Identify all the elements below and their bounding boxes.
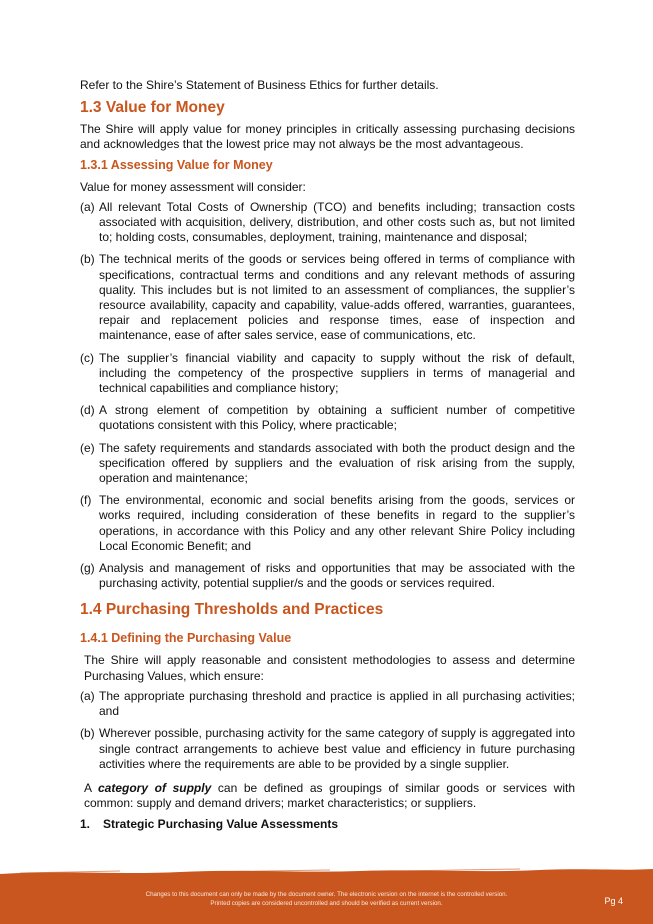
list-item-text: The safety requirements and standards associated with both the product design and the specification offered by suppliers and the evaluation of risk arising from the supply, operation and maintenance; xyxy=(99,440,575,486)
list-item-label: (b) xyxy=(80,726,95,741)
list-item-text: A strong element of competition by obtaining a sufficient number of competitive quotations consistent with this Policy, where practicable; xyxy=(99,403,575,433)
value-for-money-list xyxy=(80,200,575,592)
list-item-text: The supplier’s financial viability and capacity to supply without the risk of default, including the competency of the prospective suppliers in terms of managerial and technical capabilities and compliance history; xyxy=(99,350,575,396)
list-item-text: The appropriate purchasing threshold and practice is applied in all purchasing activities; and xyxy=(99,688,575,719)
list-item-label: (c) xyxy=(80,350,94,365)
list-item xyxy=(80,351,575,397)
subsection-heading-1-3-1: 1.3.1 Assessing Value for Money xyxy=(80,157,273,172)
purchasing-value-list xyxy=(80,689,575,772)
list-item-label: (a) xyxy=(80,688,95,703)
list-item xyxy=(80,252,575,343)
footer-notice-line-1: Changes to this document can only be made by the document owner. The electronic version on the internet is the controlled version. xyxy=(145,891,508,898)
list-item-text: The environmental, economic and social benefits arising from the goods, services or works required, including consideration of these benefits in regard to the supplier’s operations, in accordance with this Policy and any other relevant Shire Policy including Local Economic Benefit; and xyxy=(99,493,575,553)
category-of-supply-paragraph xyxy=(80,781,575,811)
page-number: Pg 4 xyxy=(604,896,623,906)
list-item-text: Analysis and management of risks and opportunities that may be associated with the purchasing activity, potential supplier/s and the goods or services required. xyxy=(99,561,575,591)
section-heading-1-3: 1.3 Value for Money xyxy=(80,99,225,117)
list-item-text: All relevant Total Costs of Ownership (TCO) and benefits including; transaction costs associated with acquisition, delivery, distribution, and other costs such as, but not limited to; holding costs, consumables, deployment, training, maintenance and disposal; xyxy=(99,199,575,245)
list-item xyxy=(80,200,575,246)
category-of-supply-term: category of supply xyxy=(97,780,212,795)
list-item xyxy=(80,441,575,487)
list-item-text: Wherever possible, purchasing activity for the same category of supply is aggregated into single contract arrangements to achieve best value and efficiency in future purchasing activities where the requirements are able to be provided by a single supplier. xyxy=(99,726,575,771)
list-item-label: (f) xyxy=(80,493,92,508)
list-item-text: The technical merits of the goods or services being offered in terms of compliance with specifications, contractual terms and conditions and any relevant methods of assuring quality. This includes but is not limited to an assessment of compliances, the supplier’s resource availability, capacity and capability, value-adds offered, warranties, guarantees, repair and replacement policies and response times, ease of inspection and maintenance, ease of after sales service, ease of communications, etc. xyxy=(99,252,575,343)
numbered-heading-label: 1. xyxy=(80,817,91,832)
list-item-label: (b) xyxy=(80,252,95,267)
category-definition: can be defined as groupings of similar goods or services with common: supply and demand drivers; market characteristics; or suppliers. xyxy=(84,780,575,811)
list-item-label: (g) xyxy=(80,561,95,576)
numbered-heading xyxy=(80,817,575,832)
section-1-4-paragraph: The Shire will apply reasonable and consistent methodologies to assess and determine Purchasing Values, which ensure: xyxy=(84,653,575,683)
document-body xyxy=(80,78,575,833)
section-heading-1-4: 1.4 Purchasing Thresholds and Practices xyxy=(80,601,384,619)
numbered-heading-text: Strategic Purchasing Value Assessments xyxy=(103,817,338,832)
list-item xyxy=(80,403,575,433)
list-item xyxy=(80,561,575,591)
list-item xyxy=(80,726,575,772)
footer-notice-line-2: Printed copies are considered uncontrolled and should be verified as current version. xyxy=(210,900,443,907)
footer-notice xyxy=(0,890,653,908)
subsection-lead-text: Value for money assessment will consider: xyxy=(80,179,306,194)
category-prefix: A xyxy=(84,780,98,795)
list-item-label: (e) xyxy=(80,440,95,455)
list-item xyxy=(80,689,575,719)
list-item-label: (d) xyxy=(80,403,95,418)
list-item xyxy=(80,493,575,554)
list-item-label: (a) xyxy=(80,199,95,214)
intro-text: Refer to the Shire’s Statement of Business Ethics for further details. xyxy=(80,78,439,92)
section-1-3-paragraph: The Shire will apply value for money principles in critically assessing purchasing decisions and acknowledges that the lowest price may not always be the most advantageous. xyxy=(80,122,575,152)
subsection-heading-1-4-1: 1.4.1 Defining the Purchasing Value xyxy=(80,631,292,646)
